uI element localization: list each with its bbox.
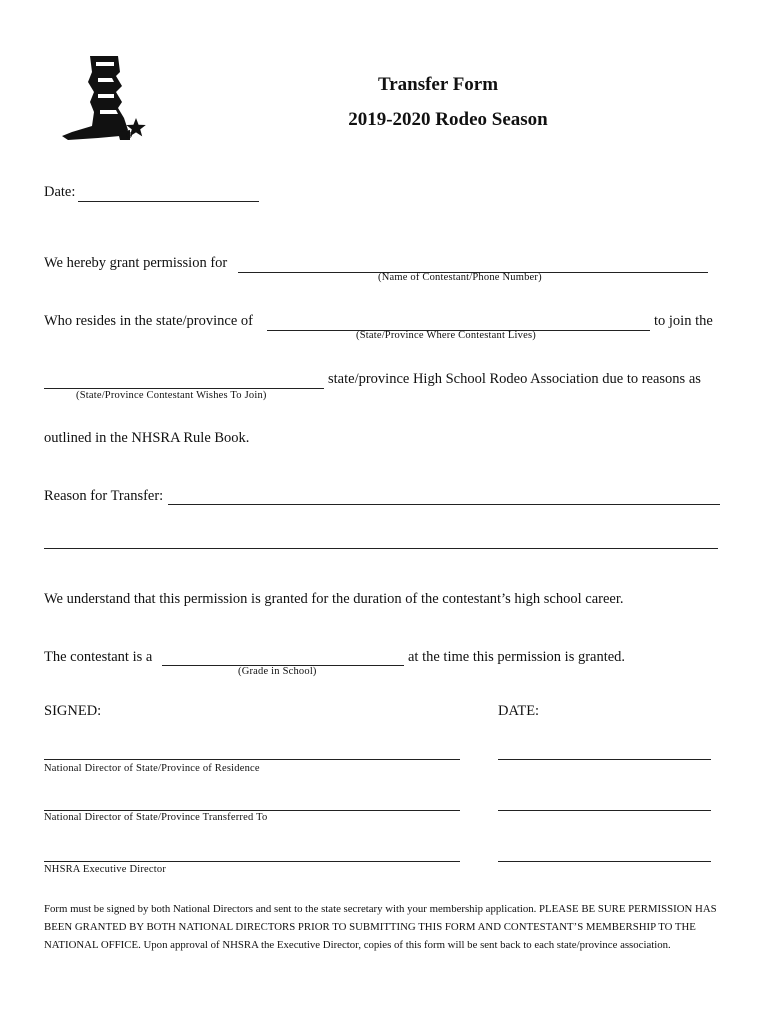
date-input-line[interactable] bbox=[78, 201, 259, 202]
permission-text: We hereby grant permission for bbox=[44, 255, 228, 271]
form-title: Transfer Form bbox=[377, 74, 499, 95]
destination-caption: (State/Province Contestant Wishes To Join) bbox=[76, 390, 267, 401]
residence-caption: (State/Province Where Contestant Lives) bbox=[356, 330, 536, 341]
signature-line-transferred[interactable] bbox=[44, 810, 460, 811]
destination-suffix: state/province High School Rodeo Association due to reasons as bbox=[328, 371, 701, 387]
reason-line-1[interactable] bbox=[168, 504, 720, 505]
destination-state-line[interactable] bbox=[44, 388, 324, 389]
reason-line-2[interactable] bbox=[44, 548, 718, 549]
duration-text: We understand that this permission is granted for the duration of the contestant’s high school career. bbox=[44, 591, 624, 607]
grade-prefix: The contestant is a bbox=[44, 649, 153, 665]
contestant-name-caption: (Name of Contestant/Phone Number) bbox=[378, 272, 542, 283]
grade-suffix: at the time this permission is granted. bbox=[408, 649, 626, 665]
date-column-label: DATE: bbox=[498, 703, 540, 719]
reason-label: Reason for Transfer: bbox=[44, 488, 164, 504]
residence-text: Who resides in the state/province of bbox=[44, 313, 253, 329]
form-subtitle: 2019-2020 Rodeo Season bbox=[348, 109, 548, 130]
signature-line-residence[interactable] bbox=[44, 759, 460, 760]
grade-caption: (Grade in School) bbox=[238, 666, 317, 677]
signature-date-line-transferred[interactable] bbox=[498, 810, 711, 811]
signature-role-residence: National Director of State/Province of Residence bbox=[44, 763, 260, 774]
signature-date-line-executive[interactable] bbox=[498, 861, 711, 862]
signature-role-executive: NHSRA Executive Director bbox=[44, 864, 167, 875]
residence-suffix: to join the bbox=[654, 313, 713, 329]
boot-star-icon bbox=[58, 52, 150, 144]
signature-role-transferred: National Director of State/Province Transferred To bbox=[44, 812, 268, 823]
signature-date-line-residence[interactable] bbox=[498, 759, 711, 760]
date-label: Date: bbox=[44, 184, 76, 200]
footer-note: Form must be signed by both National Directors and sent to the state secretary with your membership application. PLEASE BE SURE PERMISSION HAS BEEN GRANTED BY BOTH NATIONAL DIRECTORS PRIOR TO SUBMITTING THIS FORM AND CONTESTANT’S MEMBERSHIP TO THE NATIONAL OFFICE. Upon approval of NHSRA the Executive Director, copies of this form will be sent back to each state/province association. bbox=[44, 903, 717, 951]
signed-label: SIGNED: bbox=[44, 703, 102, 719]
rulebook-text: outlined in the NHSRA Rule Book. bbox=[44, 430, 250, 446]
signature-line-executive[interactable] bbox=[44, 861, 460, 862]
